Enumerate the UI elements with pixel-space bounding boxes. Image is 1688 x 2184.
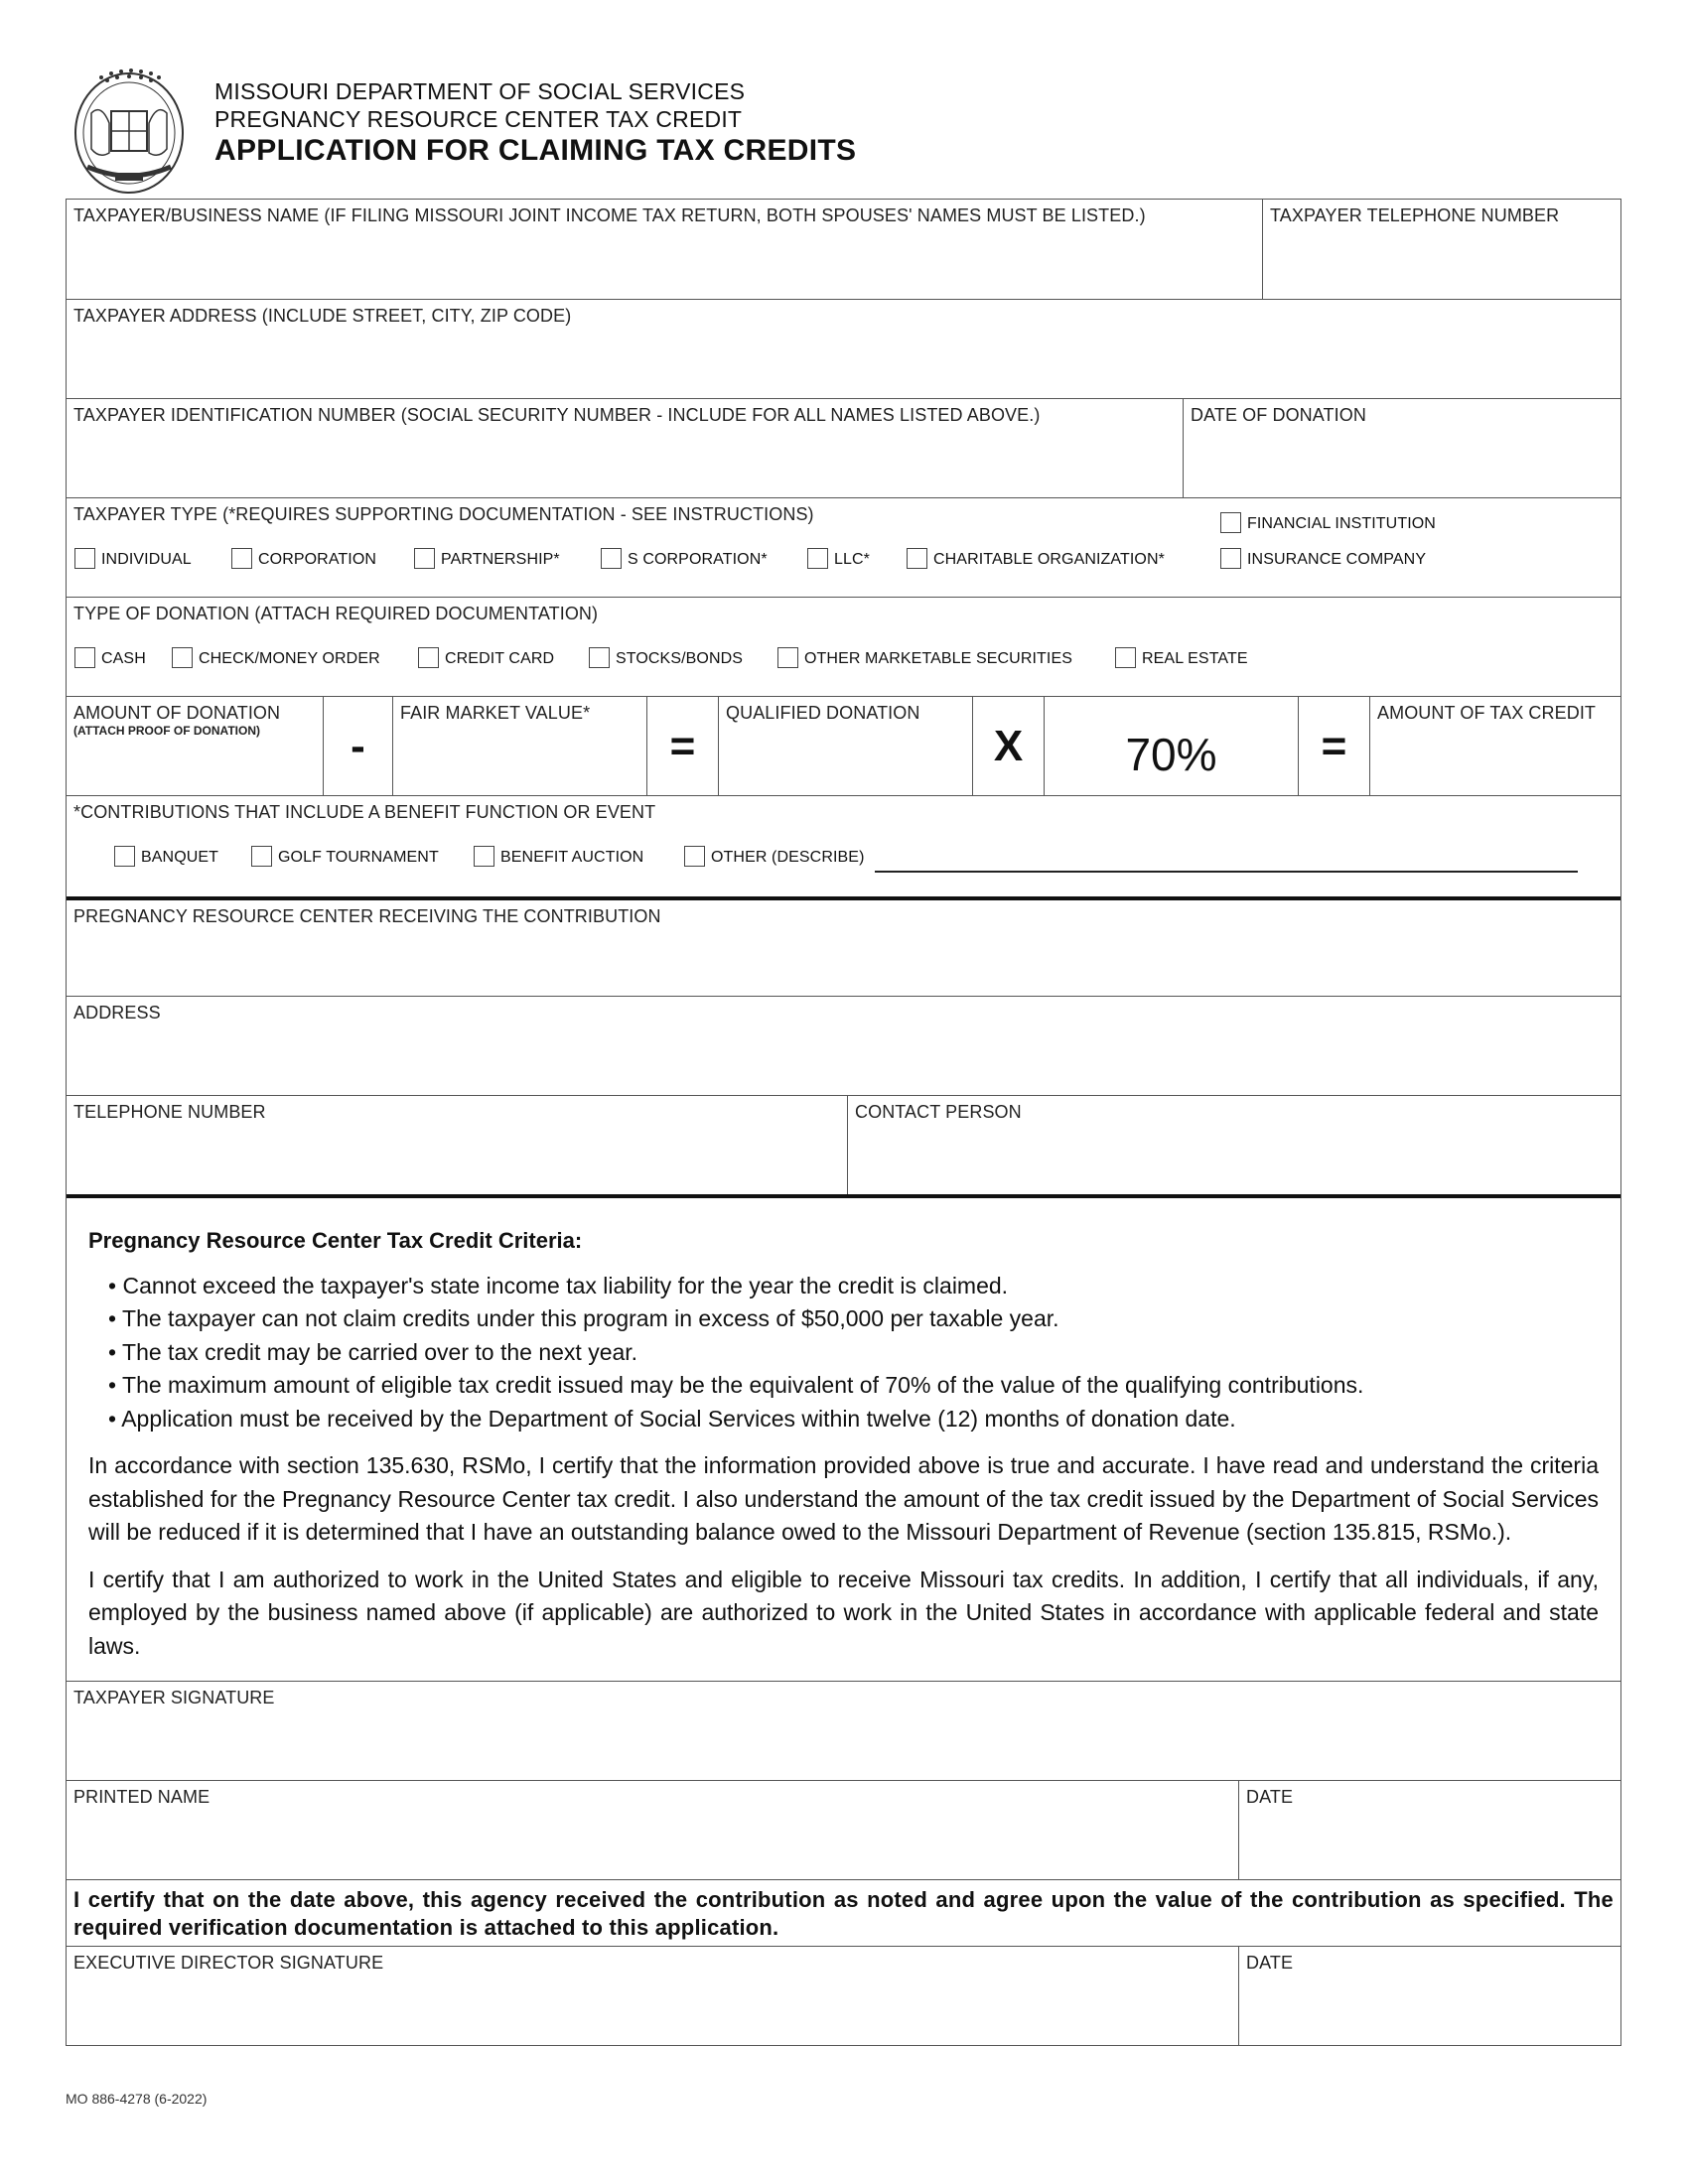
benefit-event-label: *CONTRIBUTIONS THAT INCLUDE A BENEFIT FUNCTION OR EVENT bbox=[73, 802, 656, 822]
center-name-row bbox=[67, 896, 1620, 996]
taxpayer-date-field[interactable] bbox=[1238, 1781, 1620, 1879]
benefit-other-option[interactable]: OTHER (DESCRIBE) bbox=[684, 846, 865, 867]
donation-amount-field[interactable] bbox=[67, 697, 323, 795]
taxpayer-signature-field[interactable] bbox=[67, 1682, 1620, 1780]
benefit-golf-option[interactable]: GOLF TOURNAMENT bbox=[251, 846, 439, 867]
donation-date-field[interactable] bbox=[1183, 399, 1620, 497]
donation-real-estate-option[interactable]: REAL ESTATE bbox=[1115, 647, 1248, 668]
contact-person-label: CONTACT PERSON bbox=[855, 1102, 1022, 1122]
credit-calculation-row bbox=[67, 696, 1620, 795]
director-signature-field[interactable] bbox=[67, 1947, 1238, 2045]
printed-name-field[interactable] bbox=[67, 1781, 1238, 1879]
checkbox[interactable] bbox=[418, 647, 439, 668]
list-item: • The maximum amount of eligible tax credit issued may be the equivalent of 70% of the value of the qualifying contributions. bbox=[108, 1369, 1599, 1403]
center-name-label: PREGNANCY RESOURCE CENTER RECEIVING THE CONTRIBUTION bbox=[73, 906, 661, 926]
taxpayer-tin-field[interactable] bbox=[67, 399, 1183, 497]
checkbox[interactable] bbox=[74, 548, 95, 569]
checkbox[interactable] bbox=[414, 548, 435, 569]
qualified-donation-field[interactable] bbox=[718, 697, 972, 795]
list-item: • The taxpayer can not claim credits under this program in excess of $50,000 per taxable year. bbox=[108, 1302, 1599, 1336]
taxpayer-address-field[interactable] bbox=[67, 300, 1620, 398]
checkbox[interactable] bbox=[474, 846, 494, 867]
checkbox[interactable] bbox=[1220, 512, 1241, 533]
center-name-field[interactable] bbox=[67, 900, 1620, 996]
equals-sign: = bbox=[646, 697, 718, 795]
minus-sign: - bbox=[323, 697, 392, 795]
form-header bbox=[214, 77, 856, 169]
certification-paragraph-2: I certify that I am authorized to work in the United States and eligible to receive Missouri tax credits. In addition, I certify that all individuals, if any, employed by the business named above (if applicable) are authorized to work in the United States in accordance with applicable federal and state laws. bbox=[88, 1566, 1599, 1659]
type-corporation-option[interactable]: CORPORATION bbox=[231, 548, 376, 569]
benefit-banquet-option[interactable]: BANQUET bbox=[114, 846, 218, 867]
taxpayer-name-label: TAXPAYER/BUSINESS NAME (IF FILING MISSOURI JOINT INCOME TAX RETURN, BOTH SPOUSES' NAMES MUST BE LISTED.) bbox=[73, 205, 1146, 225]
tax-credit-amount-field[interactable] bbox=[1369, 697, 1620, 795]
list-item: • Application must be received by the Department of Social Services within twelve (12) months of donation date. bbox=[108, 1403, 1599, 1436]
benefit-event-group bbox=[67, 796, 1620, 896]
checkbox[interactable] bbox=[74, 647, 95, 668]
benefit-auction-option[interactable]: BENEFIT AUCTION bbox=[474, 846, 643, 867]
checkbox[interactable] bbox=[172, 647, 193, 668]
program-name: PREGNANCY RESOURCE CENTER TAX CREDIT bbox=[214, 106, 743, 132]
taxpayer-tin-label: TAXPAYER IDENTIFICATION NUMBER (SOCIAL SECURITY NUMBER - INCLUDE FOR ALL NAMES LISTED ABOVE.) bbox=[73, 405, 1041, 425]
printed-name-label: PRINTED NAME bbox=[73, 1787, 211, 1807]
taxpayer-phone-label: TAXPAYER TELEPHONE NUMBER bbox=[1270, 205, 1560, 225]
taxpayer-address-label: TAXPAYER ADDRESS (INCLUDE STREET, CITY, ZIP CODE) bbox=[73, 306, 572, 326]
other-describe-line[interactable] bbox=[875, 871, 1578, 873]
missouri-state-seal-logo bbox=[71, 64, 187, 195]
taxpayer-type-row bbox=[67, 497, 1620, 597]
certification-paragraph-1: In accordance with section 135.630, RSMo, I certify that the information provided above is true and accurate. I have read and understand the criteria established for the Pregnancy Resource Center tax credit. I also understand the amount of the tax credit issued by the Department of Social Services will be reduced if it is determined that I have an outstanding balance owed to the Missouri Department of Revenue (section 135.815, RSMo.). bbox=[88, 1452, 1599, 1545]
agency-certification-row bbox=[67, 1879, 1620, 1946]
center-address-label: ADDRESS bbox=[73, 1003, 161, 1023]
application-form bbox=[66, 199, 1621, 2046]
taxpayer-type-group bbox=[67, 498, 1620, 597]
type-insurance-company-option[interactable]: INSURANCE COMPANY bbox=[1220, 548, 1426, 569]
agency-name: MISSOURI DEPARTMENT OF SOCIAL SERVICES bbox=[214, 78, 746, 104]
checkbox[interactable] bbox=[777, 647, 798, 668]
type-partnership-option[interactable]: PARTNERSHIP* bbox=[414, 548, 560, 569]
type-financial-institution-option[interactable]: FINANCIAL INSTITUTION bbox=[1220, 512, 1436, 533]
qualified-donation-label: QUALIFIED DONATION bbox=[726, 703, 920, 723]
center-address-row bbox=[67, 996, 1620, 1095]
director-signature-row bbox=[67, 1946, 1620, 2045]
criteria-title: Pregnancy Resource Center Tax Credit Criteria: bbox=[88, 1228, 583, 1253]
taxpayer-type-label: TAXPAYER TYPE (*REQUIRES SUPPORTING DOCUMENTATION - SEE INSTRUCTIONS) bbox=[73, 504, 814, 524]
contact-person-field[interactable] bbox=[847, 1096, 1620, 1194]
donation-cash-option[interactable]: CASH bbox=[74, 647, 146, 668]
fair-market-value-field[interactable] bbox=[392, 697, 646, 795]
credit-rate: 70% bbox=[1044, 697, 1298, 795]
center-contact-row bbox=[67, 1095, 1620, 1194]
center-address-field[interactable] bbox=[67, 997, 1620, 1095]
printed-name-row bbox=[67, 1780, 1620, 1879]
donation-stocks-option[interactable]: STOCKS/BONDS bbox=[589, 647, 743, 668]
center-phone-label: TELEPHONE NUMBER bbox=[73, 1102, 266, 1122]
taxpayer-address-row bbox=[67, 299, 1620, 398]
donation-credit-card-option[interactable]: CREDIT CARD bbox=[418, 647, 554, 668]
donation-type-label: TYPE OF DONATION (ATTACH REQUIRED DOCUMENTATION) bbox=[73, 604, 599, 623]
fair-market-value-label: FAIR MARKET VALUE* bbox=[400, 703, 591, 723]
type-s-corporation-option[interactable]: S CORPORATION* bbox=[601, 548, 768, 569]
times-sign: X bbox=[972, 697, 1044, 795]
type-llc-option[interactable]: LLC* bbox=[807, 548, 870, 569]
taxpayer-tin-row bbox=[67, 398, 1620, 497]
checkbox[interactable] bbox=[807, 548, 828, 569]
checkbox[interactable] bbox=[907, 548, 927, 569]
donation-type-row bbox=[67, 597, 1620, 696]
checkbox[interactable] bbox=[1115, 647, 1136, 668]
director-date-label: DATE bbox=[1246, 1953, 1294, 1973]
criteria-section bbox=[67, 1194, 1620, 1681]
type-charitable-option[interactable]: CHARITABLE ORGANIZATION* bbox=[907, 548, 1165, 569]
checkbox[interactable] bbox=[1220, 548, 1241, 569]
form-number: MO 886-4278 (6-2022) bbox=[66, 2091, 208, 2107]
taxpayer-signature-label: TAXPAYER SIGNATURE bbox=[73, 1688, 275, 1707]
checkbox[interactable] bbox=[589, 647, 610, 668]
tax-credit-amount-label: AMOUNT OF TAX CREDIT bbox=[1377, 703, 1597, 723]
donation-date-label: DATE OF DONATION bbox=[1191, 405, 1366, 425]
donation-amount-label: AMOUNT OF DONATION bbox=[73, 703, 281, 723]
checkbox[interactable] bbox=[251, 846, 272, 867]
list-item: • Cannot exceed the taxpayer's state income tax liability for the year the credit is claimed. bbox=[108, 1270, 1599, 1303]
taxpayer-signature-row bbox=[67, 1681, 1620, 1780]
taxpayer-name-row bbox=[67, 200, 1620, 299]
taxpayer-date-label: DATE bbox=[1246, 1787, 1294, 1807]
type-individual-option[interactable]: INDIVIDUAL bbox=[74, 548, 192, 569]
checkbox[interactable] bbox=[684, 846, 705, 867]
taxpayer-phone-field[interactable] bbox=[1262, 200, 1620, 299]
checkbox[interactable] bbox=[231, 548, 252, 569]
equals-sign-2: = bbox=[1298, 697, 1369, 795]
donation-type-group bbox=[67, 598, 1620, 696]
donation-check-option[interactable]: CHECK/MONEY ORDER bbox=[172, 647, 380, 668]
director-date-field[interactable] bbox=[1238, 1947, 1620, 2045]
form-title: APPLICATION FOR CLAIMING TAX CREDITS bbox=[214, 134, 857, 167]
agency-certification-text: I certify that on the date above, this agency received the contribution as noted and agree upon the value of the contribution as specified. The required verification documentation is attached to this application. bbox=[73, 1887, 1614, 1940]
checkbox[interactable] bbox=[601, 548, 622, 569]
donation-securities-option[interactable]: OTHER MARKETABLE SECURITIES bbox=[777, 647, 1072, 668]
center-phone-field[interactable] bbox=[67, 1096, 847, 1194]
benefit-event-row bbox=[67, 795, 1620, 896]
checkbox[interactable] bbox=[114, 846, 135, 867]
taxpayer-name-field[interactable] bbox=[67, 200, 1262, 299]
donation-amount-sublabel: (ATTACH PROOF OF DONATION) bbox=[73, 724, 260, 738]
criteria-list bbox=[88, 1270, 1599, 1436]
director-signature-label: EXECUTIVE DIRECTOR SIGNATURE bbox=[73, 1953, 384, 1973]
list-item: • The tax credit may be carried over to the next year. bbox=[108, 1336, 1599, 1370]
